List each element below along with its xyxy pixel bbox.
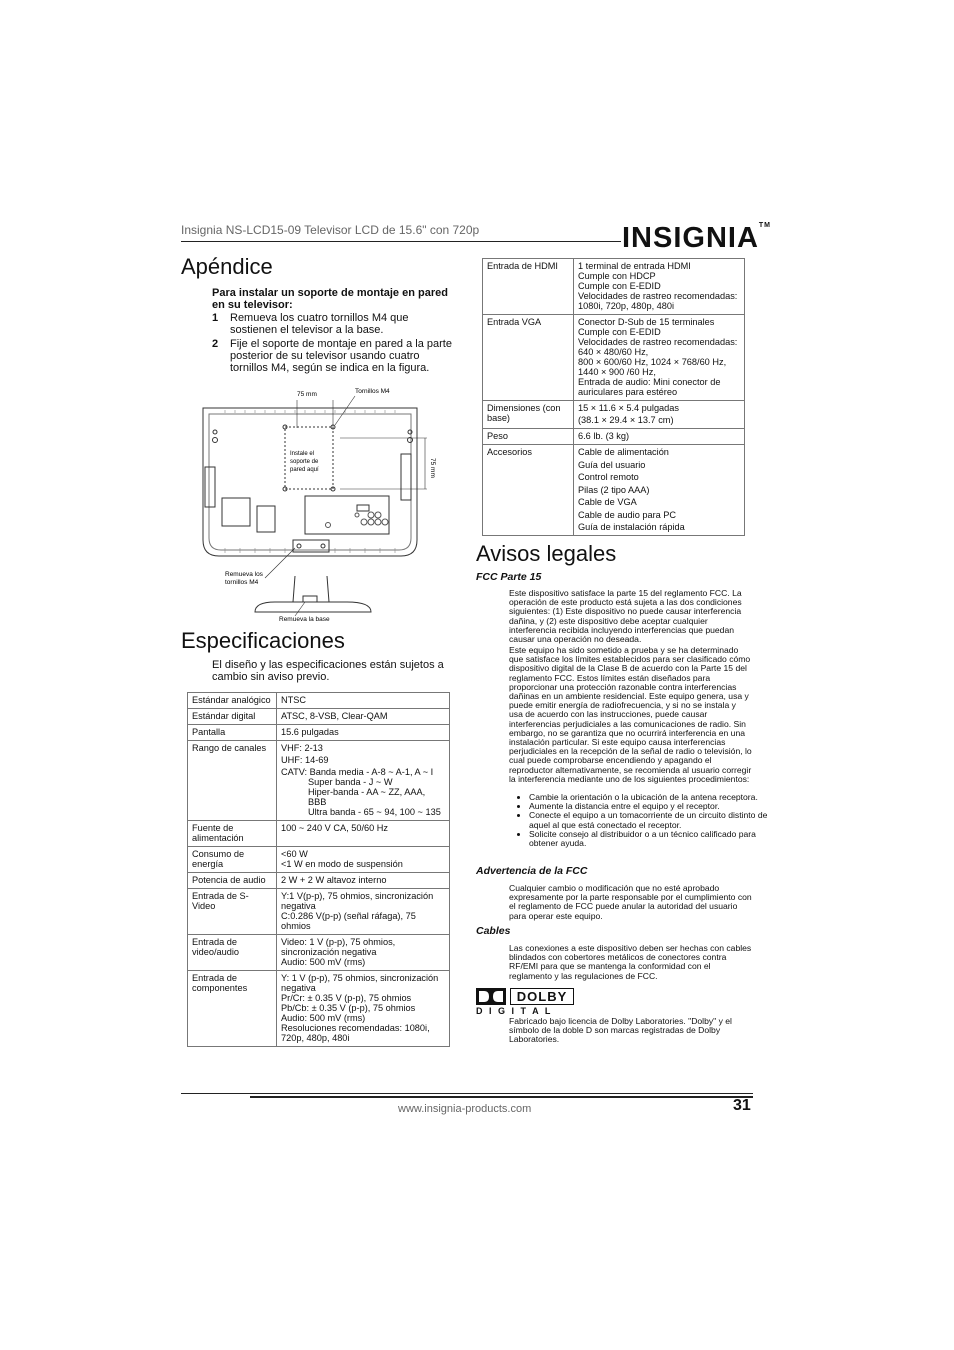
- spec-line: Y: 1 V (p-p), 75 ohmios, sincronización negativa: [281, 973, 439, 993]
- spec-key: Estándar digital: [188, 709, 277, 725]
- dolby-digital-text: D I G I T A L: [476, 1006, 553, 1016]
- insignia-logo: [622, 222, 771, 255]
- step-text: Remueva los cuatro tornillos M4 que sostienen el televisor a la base.: [230, 312, 409, 336]
- spec-value: [574, 401, 745, 429]
- fig-label-remueva-base: Remueva la base: [279, 616, 330, 623]
- spec-line: Cable de audio para PC: [578, 509, 677, 520]
- table-row: [188, 935, 450, 971]
- spec-line: 15 × 11.6 × 5.4 pulgadas: [578, 403, 679, 413]
- spec-table-right: [482, 258, 745, 536]
- spec-key: Entrada VGA: [483, 315, 574, 401]
- spec-key: Entrada de componentes: [188, 971, 277, 1047]
- spec-line: 15.6 pulgadas: [281, 727, 339, 737]
- apendice-heading: Apéndice: [181, 254, 273, 279]
- spec-key: Consumo de energía: [188, 847, 277, 873]
- spec-key: Entrada de HDMI: [483, 259, 574, 315]
- advertencia-heading: Advertencia de la FCC: [476, 865, 588, 877]
- spec-line: Audio: 500 mV (rms): [281, 957, 366, 967]
- spec-value: [277, 847, 450, 873]
- spec-line: 640 × 480/60 Hz,: [578, 347, 649, 357]
- spec-line: 2 W + 2 W altavoz interno: [281, 875, 387, 885]
- spec-line: Ultra banda - 65 ~ 94, 100 ~ 135: [308, 807, 441, 817]
- spec-key: Entrada de S-Video: [188, 889, 277, 935]
- header-title: Insignia NS-LCD15-09 Televisor LCD de 15.6" con 720p: [181, 223, 480, 237]
- spec-line: C:0.286 V(p-p) (señal ráfaga), 75 ohmios: [281, 911, 416, 931]
- table-row: [188, 693, 450, 709]
- list-item: • Conecte el equipo a un tomacorriente de un circuito distinto de aquel al que está conectado el receptor.: [529, 811, 772, 829]
- spec-line: Video: 1 V (p-p), 75 ohmios, sincronización negativa: [281, 937, 396, 957]
- spec-line: Cumple con E-EDID: [578, 281, 661, 291]
- table-row: [188, 971, 450, 1047]
- especificaciones-heading: Especificaciones: [181, 628, 345, 653]
- spec-line: 1 terminal de entrada HDMI: [578, 261, 691, 271]
- table-row: [483, 445, 745, 536]
- spec-value: [277, 873, 450, 889]
- table-row: [483, 429, 745, 445]
- spec-key: Pantalla: [188, 725, 277, 741]
- spec-line: (38.1 × 29.4 × 13.7 cm): [578, 415, 674, 425]
- advertencia-text: Cualquier cambio o modificación que no esté aprobado expresamente por la parte responsable por el cumplimiento con el reglamento de FCC puede anular la autoridad del usuario para operar este equipo.: [509, 883, 752, 921]
- step-number: 1: [212, 312, 219, 324]
- spec-line: Velocidades de rastreo recomendadas: 1080i, 720p, 480p, 480i: [578, 291, 738, 311]
- fcc-paragraph-1: Este dispositivo satisface la parte 15 del reglamento FCC. La operación de este producto está sujeta a las dos condiciones siguientes: (1) Este dispositivo no puede causar interferencia dañina, y (2) este dispositivo debe aceptar cualquier interferencia recibida incluyendo interferencias que puedan causar una operación no deseada.: [509, 588, 742, 645]
- spec-value: [277, 971, 450, 1047]
- table-row: [188, 821, 450, 847]
- spec-key: Accesorios: [483, 445, 574, 536]
- cables-text: Las conexiones a este dispositivo deben ser hechas con cables blindados con cobertores metálicos de conectores contra RF/EMI para que se mantenga la conformidad con el reglamento y las regulaciones de FCC.: [509, 943, 752, 981]
- table-row: [188, 889, 450, 935]
- footer-rule: [181, 1093, 753, 1094]
- table-row: [483, 315, 745, 401]
- dolby-text: Fabricado bajo licencia de Dolby Laboratories. "Dolby" y el símbolo de la doble D son marcas registradas de Dolby Laboratories.: [509, 1016, 732, 1045]
- spec-line: Cable de VGA: [578, 497, 637, 507]
- spec-value: [277, 725, 450, 741]
- spec-line: Guía del usuario: [578, 459, 646, 470]
- spec-line: <1 W en modo de suspensión: [281, 859, 403, 869]
- spec-line: UHF: 14-69: [281, 755, 329, 765]
- spec-key: Potencia de audio: [188, 873, 277, 889]
- table-row: [188, 709, 450, 725]
- spec-value: [574, 259, 745, 315]
- spec-value: [277, 821, 450, 847]
- spec-line: Guía de instalación rápida: [578, 522, 685, 532]
- spec-line: Cumple con HDCP: [578, 271, 656, 281]
- spec-line: Hiper-banda - AA ~ ZZ, AAA, BBB: [308, 787, 426, 807]
- spec-line: Resoluciones recomendadas: 1080i, 720p, 480p, 480i: [281, 1023, 430, 1043]
- apendice-intro: Para instalar un soporte de montaje en pared en su televisor:: [212, 287, 448, 311]
- table-row: [483, 259, 745, 315]
- spec-line: 6.6 lb. (3 kg): [578, 431, 630, 441]
- spec-value: [574, 445, 745, 536]
- spec-line: Super banda - J ~ W: [308, 777, 393, 787]
- dolby-wordmark: DOLBY: [510, 988, 574, 1005]
- spec-line: VHF: 2-13: [281, 743, 323, 753]
- spec-line: 1440 × 900 /60 Hz,: [578, 367, 656, 377]
- spec-line: ATSC, 8-VSB, Clear-QAM: [281, 711, 388, 721]
- spec-key: Entrada de video/audio: [188, 935, 277, 971]
- fig-label-tornillos: Tornillos M4: [355, 388, 390, 395]
- dolby-digital-logo: [476, 988, 576, 1016]
- avisos-heading: Avisos legales: [476, 541, 617, 566]
- spec-line: Y:1 V(p-p), 75 ohmios, sincronización negativa: [281, 891, 434, 911]
- step-text: Fije el soporte de montaje en pared a la parte posterior de su televisor usando cuatro tornillos M4, según se indica en la figura.: [230, 338, 452, 374]
- fig-label-75mm: 75 mm: [297, 391, 317, 398]
- spec-value: [574, 315, 745, 401]
- spec-line: Control remoto: [578, 472, 639, 482]
- spec-line: 800 × 600/60 Hz, 1024 × 768/60 Hz,: [578, 357, 727, 367]
- fig-label-instale-2: soporte de: [290, 459, 319, 465]
- step-2: [212, 338, 462, 374]
- fig-label-75mm-vertical: 75 mm: [429, 458, 436, 478]
- table-row: [188, 725, 450, 741]
- spec-value: [277, 709, 450, 725]
- footer-rule-thick: [250, 1096, 753, 1098]
- especificaciones-intro: El diseño y las especificaciones están sujetos a cambio sin aviso previo.: [212, 659, 444, 683]
- step-1: [212, 312, 462, 336]
- fcc-paragraph-2: Este equipo ha sido sometido a prueba y se ha determinado que satisface los límites establecidos para ser clasificado cómo dispositivo digital de la Clase B de acuerdo con la Parte 15 del reglamento FCC. Estos límites están diseñados para proporcionar una protección razonable contra interferencias dañinas en un ambiente residencial. Este equipo genera, usa y puede emitir energía de radiofrecuencia, y si no se instala y usa de acuerdo con las instrucciones, puede causar interferencias perjudiciales a las comunicaciones de radio. Sin embargo, no se garantiza que no ocurrirá interferencia en una instalación particular. Si este equipo causa interferencias perjudiciales en la recepción de la señal de radio o televisión, lo cual puede comprobarse encendiendo y apagando el reproductor alternativamente, se recomienda al usuario corregir la interferencia mediante uno de los siguientes procedimientos:: [509, 645, 752, 784]
- table-row: [188, 741, 450, 821]
- fig-label-instale-1: Instale el: [290, 451, 315, 457]
- cables-heading: Cables: [476, 925, 511, 937]
- list-item: • Cambie la orientación o la ubicación de la antena receptora.: [529, 793, 772, 802]
- spec-key: Dimensiones (con base): [483, 401, 574, 429]
- spec-value: [277, 693, 450, 709]
- spec-line: CATV: Banda media - A-8 ~ A-1, A ~ I: [281, 767, 434, 777]
- spec-table-left: [187, 692, 450, 1047]
- fcc-bullet-list: [509, 793, 772, 848]
- tv-mount-figure: [195, 380, 440, 630]
- spec-line: Entrada de audio: Mini conector de auriculares para estéreo: [578, 377, 721, 397]
- spec-line: Pb/Cb: ± 0.35 V (p-p), 75 ohmios: [281, 1003, 416, 1013]
- footer-url: www.insignia-products.com: [398, 1103, 532, 1115]
- spec-key: Rango de canales: [188, 741, 277, 821]
- double-d-icon: [476, 988, 506, 1005]
- table-row: [188, 847, 450, 873]
- spec-line: <60 W: [281, 849, 308, 859]
- spec-key: Peso: [483, 429, 574, 445]
- spec-key: Fuente de alimentación: [188, 821, 277, 847]
- spec-value: [574, 429, 745, 445]
- table-row: [188, 873, 450, 889]
- spec-line: 100 ~ 240 V CA, 50/60 Hz: [281, 823, 389, 833]
- spec-line: Cable de alimentación: [578, 447, 669, 457]
- spec-line: NTSC: [281, 695, 307, 705]
- spec-line: Cumple con E-EDID: [578, 327, 661, 337]
- spec-line: Pr/Cr: ± 0.35 V (p-p), 75 ohmios: [281, 993, 412, 1003]
- fig-label-instale-3: pared aquí: [290, 467, 319, 473]
- fcc-heading: FCC Parte 15: [476, 571, 542, 583]
- fig-label-remueva-tornillos-2: tornillos M4: [225, 579, 259, 586]
- step-number: 2: [212, 338, 219, 350]
- spec-key: Estándar analógico: [188, 693, 277, 709]
- header-rule: [181, 241, 621, 242]
- spec-line: Pilas (2 tipo AAA): [578, 484, 650, 495]
- page-number: 31: [733, 1097, 751, 1114]
- spec-line: Audio: 500 mV (rms): [281, 1013, 366, 1023]
- spec-value: [277, 889, 450, 935]
- list-item: • Aumente la distancia entre el equipo y el receptor.: [529, 802, 772, 811]
- spec-line: Conector D-Sub de 15 terminales: [578, 317, 715, 327]
- list-item: • Solicite consejo al distribuidor o a un técnico calificado para obtener ayuda.: [529, 830, 772, 848]
- spec-value: [277, 935, 450, 971]
- spec-value: [277, 741, 450, 821]
- logo-text: INSIGNIA: [622, 222, 759, 254]
- logo-tm: TM: [758, 222, 772, 229]
- fig-label-remueva-tornillos-1: Remueva los: [225, 571, 263, 578]
- spec-line: Velocidades de rastreo recomendadas:: [578, 337, 738, 347]
- table-row: [483, 401, 745, 429]
